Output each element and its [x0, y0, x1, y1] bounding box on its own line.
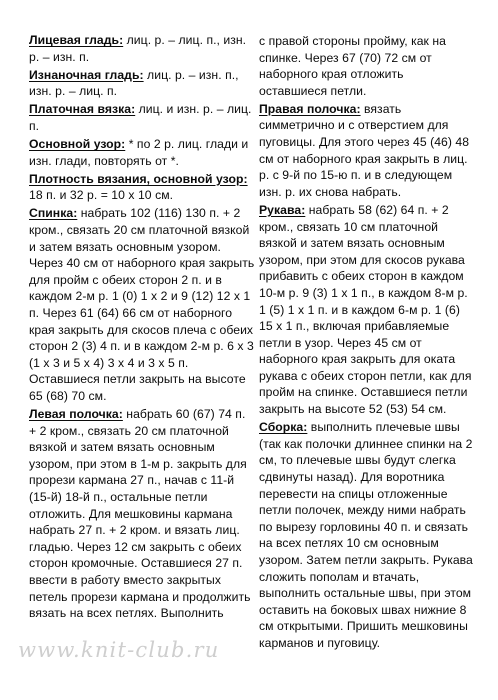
paragraph-heading: Правая полочка: [259, 101, 361, 116]
paragraph-back [29, 205, 255, 404]
paragraph-purl-stitch [29, 67, 255, 100]
paragraph-text: набрать 60 (67) 74 п. + 2 кром., связать 20 см платочной вязкой и затем вязать основным узором, при этом в 1-м р. закрыть для прорези кармана 27 п., начав с 11-й (15-й) 18-й п., остальные петли отложить. Для мешковины кармана набрать 27 п. + 2 кром. и вязать лиц. гладью. Через 12 см закрыть с обеих сторон кромочные. Оставшиеся 27 п. ввести в работу вместо закрытых петель прорези кармана и продолжить вязать на всех петлях. Выполнить [29, 407, 251, 621]
paragraph-text: с правой стороны пройму, как на спинке. Через 67 (70) 72 см от наборного края отложить оставшиеся петли. [259, 34, 446, 98]
paragraph-heading: Левая полочка: [29, 407, 123, 422]
paragraph-main-pattern [29, 136, 255, 169]
paragraph-sleeves [259, 202, 473, 418]
paragraph-garter-stitch [29, 101, 255, 134]
paragraph-text: * по 2 р. лиц. глади и изн. глади, повторять от *. [29, 137, 249, 168]
paragraph-heading: Рукава: [259, 202, 306, 217]
paragraph-heading: Изнаночная гладь: [29, 67, 144, 82]
paragraph-face-stitch [29, 32, 255, 65]
paragraph-text: лиц. р. – лиц. п., изн. р. – изн. п. [29, 33, 247, 64]
paragraph-text: лиц. р. – изн. п., изн. р. – лиц. п. [29, 67, 239, 99]
paragraph-heading: Плотность вязания, основной узор: [29, 171, 248, 186]
paragraph-text: вязать симметрично и с отверстием для пуговицы. Для этого через 45 (46) 48 см от наборного края закрыть в лиц. р. с 9-й по 15-ю п. и в следующем изн. р. их снова набрать. [259, 101, 470, 199]
paragraph-text: набрать 102 (116) 130 п. + 2 кром., связать 20 см платочной вязкой и затем вязать основным узором. Через 40 см от наборного края закрыть для пройм с обеих сторон 2 п. и в каждом 2-м р. 1 (0) 1 х 2 и 9 (12) 12 х 1 п. Через 61 (64) 66 см от наборного края закрыть для скосов плеча с обеих сторон 2 (3) 4 п. и в каждом 2-м р. 6 х 3 (1 х 3 и 5 х 4) 3 х 4 и 3 х 5 п. Оставшиеся петли закрыть на высоте 65 (68) 70 см. [29, 206, 255, 403]
paragraph-text: лиц. и изн. р. – лиц. п. [29, 102, 252, 133]
paragraph-text: 18 п. и 32 р. = 10 х 10 см. [29, 188, 174, 203]
right-column [259, 33, 473, 653]
watermark-url: www.knit-club.ru [18, 638, 220, 662]
paragraph-right-front [259, 101, 473, 201]
paragraph-text: набрать 58 (62) 64 п. + 2 кром., связать 10 см платочной вязкой и затем вязать основным узором, при этом для скосов рукава прибавить с обеих сторон в каждом 10-м р. 9 (3) 1 х 1 п., в каждом 8-м р. 1 (5) 1 х 1 п. и в каждом 6-м р. 1 (6) 15 х 1 п., включая прибавляемые петли в узор. Через 45 см от наборного края закрыть для оката рукава с обеих сторон петли, как для пройм на спинке. Оставшиеся петли закрыть на высоте 52 (53) 54 см. [259, 202, 472, 417]
paragraph-left-front [29, 406, 255, 622]
paragraph-heading: Платочная вязка: [29, 102, 136, 117]
paragraph-heading: Лицевая гладь: [29, 33, 124, 47]
paragraph-gauge [29, 171, 255, 204]
paragraph-heading: Основной узор: [29, 137, 126, 152]
paragraph-text: выполнить плечевые швы (так как полочки длиннее спинки на 2 см, то плечевые швы будут слегка сдвинуты назад). Для воротника перевести на спицы отложенные петли полочек, между ними набрать по вырезу горловины 40 п. и связать на всех петлях 10 см основным узором. Затем петли закрыть. Рукава сложить пополам и втачать, выполнить остальные швы, при этом оставить на боковых швах нижние 8 см открытыми. Пришить мешковины карманов и пуговицу. [259, 420, 473, 650]
paragraph-left-front-continued [259, 33, 473, 99]
paragraph-assembly [259, 419, 473, 651]
left-column [29, 32, 255, 623]
paragraph-heading: Сборка: [259, 420, 308, 435]
paragraph-heading: Спинка: [29, 206, 78, 221]
